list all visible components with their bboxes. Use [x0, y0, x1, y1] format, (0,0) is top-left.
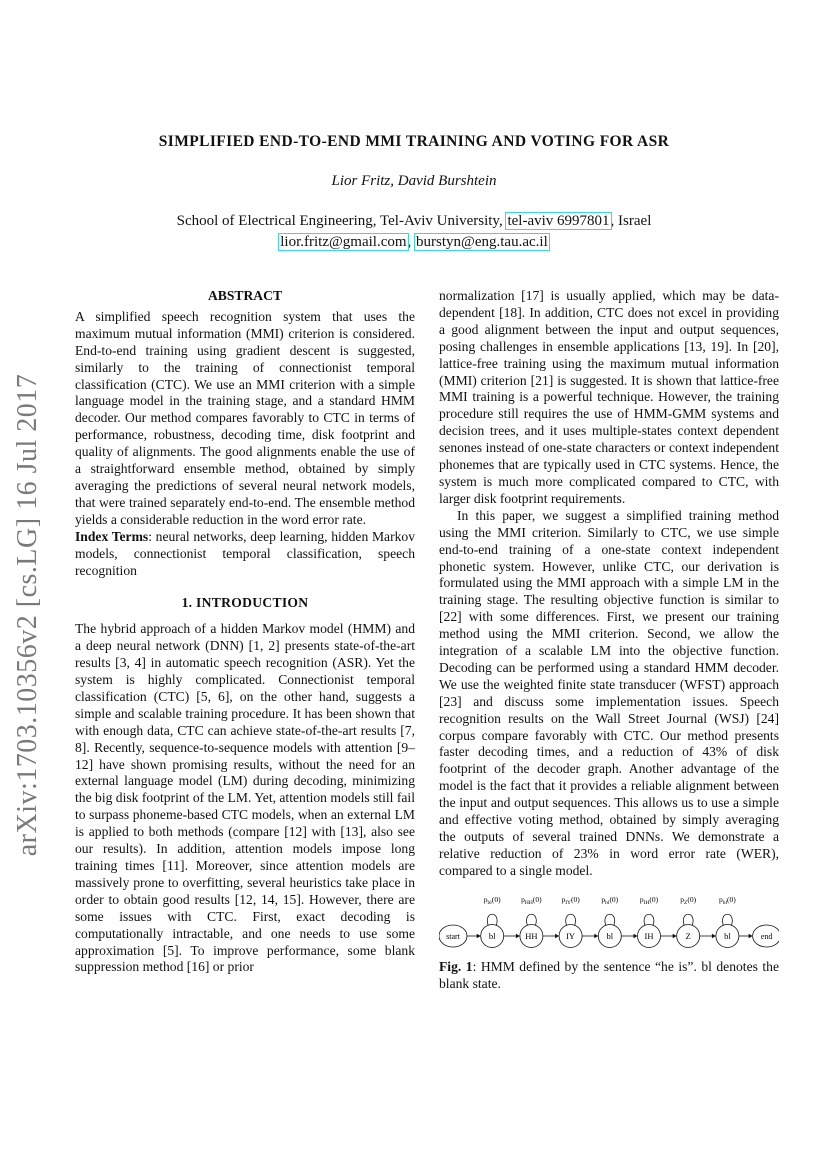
index-terms-text: : neural networks, deep learning, hidden Markov models, connectionist temporal classification, speech recognition — [75, 528, 415, 578]
self-loop — [605, 914, 615, 925]
loop-probability-label: $p_{bl}(0)$ — [483, 894, 501, 906]
loop-probability-label: $p_{HH}(0)$ — [521, 894, 542, 906]
figure-caption — [439, 959, 779, 993]
arrow-head — [477, 934, 481, 938]
arxiv-side-stamp — [8, 375, 48, 855]
loop-probability-label: $p_{bl}(0)$ — [601, 894, 619, 906]
self-loop — [566, 914, 576, 925]
self-loop — [527, 914, 537, 925]
state-label: start — [446, 931, 460, 941]
affiliation-suffix: , Israel — [610, 213, 652, 229]
intro-heading: 1. INTRODUCTION — [181, 595, 309, 611]
left-column — [75, 288, 415, 976]
intro-paragraph-2: In this paper, we suggest a simplified training method using the MMI criterion. Similarly to CTC, we use simple end-to-end training of a one-state context independent phonetic system. However, unlike CTC, our derivation is formulated using the MMI approach with a simple LM in the training stage. The resulting objective function is similar to [22] with some differences. First, we present our training method using the MMI criterion. Second, we allow the integration of a scalable LM into the objective function. Decoding can be performed using a standard HMM decoder. We use the weighted finite state transducer (WFST) approach [23] and discuss some implementation issues. Speech recognition results on the Wall Street Journal (WSJ) [24] corpus compare favorably with CTC. Our method presents faster decoding times, and a reduction of 43% of disk footprint of the decoder graph. Another advantage of the model is the fact that it provides a reliable alignment between the input and output sequences. This allows us to use a simple and effective voting method, obtained by simply averaging the outputs of several trained DNNs. We demonstrate a relative reduction of 23% in word error rate (WER), compared to a single model. — [439, 507, 779, 878]
figure-caption-text: : HMM defined by the sentence “he is”. bl denotes the blank state. — [439, 958, 779, 991]
arrow-head — [749, 934, 753, 938]
loop-probability-label: $p_{IH}(0)$ — [639, 894, 659, 906]
arrow-head — [555, 934, 559, 938]
state-label: bl — [606, 930, 614, 941]
arrow-head — [516, 934, 520, 938]
email-line — [0, 232, 828, 253]
affiliation-prefix: School of Electrical Engineering, Tel-Aviv University, — [176, 213, 507, 229]
loop-probability-label: $p_{IY}(0)$ — [561, 894, 580, 906]
affiliation-block — [0, 211, 828, 253]
arrow-head — [594, 934, 598, 938]
self-loop — [683, 914, 693, 925]
affiliation-line — [0, 211, 828, 232]
hmm-figure — [439, 890, 779, 954]
right-column — [439, 288, 779, 992]
intro-paragraph-1-continued: normalization [17] is usually applied, which may be data-dependent [18]. In addition, CTC does not excel in providing a good alignment between the input and output sequences, posing challenges in ensemble applications [13, 19]. In [20], lattice-free training using the maximum mutual information (MMI) criterion [21] is suggested. It is shown that lattice-free MMI training is a powerful technique. However, the training procedure still requires the use of HMM-GMM systems and decision trees, and it uses multiple-states context dependent senones instead of one-state characters or context independent phonemes that are typically used in CTC systems. Hence, the system is much more complicated compared to CTC, with larger disk footprint requirements. — [439, 288, 779, 506]
self-loop — [487, 914, 497, 925]
arrow-head — [712, 934, 716, 938]
index-terms-label: Index Terms — [75, 528, 149, 544]
state-label: IY — [566, 930, 576, 941]
state-label: IH — [644, 930, 654, 941]
state-label: Z — [685, 930, 691, 941]
state-label: HH — [525, 930, 538, 941]
hmm-diagram — [439, 895, 779, 948]
state-label: bl — [488, 930, 496, 941]
abstract-heading: ABSTRACT — [207, 288, 283, 303]
self-loop — [644, 914, 654, 925]
email-link-fritz[interactable]: lior.fritz@gmail.com — [280, 234, 407, 250]
state-label: end — [760, 931, 773, 941]
loop-probability-label: $p_{bl}(0)$ — [719, 894, 736, 906]
postal-code-link[interactable]: tel-aviv 6997801 — [507, 213, 610, 229]
arrow-head — [673, 934, 677, 938]
intro-paragraph-1: The hybrid approach of a hidden Markov model (HMM) and a deep neural network (DNN) [1, 2] presents state-of-the-art results [3, 4] in automatic speech recognition (ASR). Yet the system is highly complicated. Connectionist temporal classification (CTC) [5, 6], on the other hand, suggests a simple and scalable training procedure. It has been shown that with enough data, CTC can achieve state-of-the-art results [7, 8]. Recently, sequence-to-sequence models with attention [9–12] have shown promising results, without the need for an external language model (LM) during decoding, minimizing the big disk footprint of the LM. Yet, attention models still fail to surpass phoneme-based CTC models, when an external LM is applied to both methods (compare [12] with [13], also see our results). In addition, attention models impose long training times [11]. Moreover, since attention models are massively prone to overfitting, several heuristics take place in order to obtain good results [12, 14, 15]. However, there are some issues with CTC. First, exact decoding is computationally intractable, and one needs to use some approximation [5]. To improve performance, some blank suppression method [16] or prior — [75, 621, 415, 975]
abstract-text: A simplified speech recognition system that uses the maximum mutual information (MMI) criterion is considered. End-to-end training using gradient descent is suggested, similarly to the training of connectionist temporal classification (CTC). We use an MMI criterion with a simple language model in the training stage, and a standard HMM decoder. Our method compares favorably to CTC in terms of performance, robustness, decoding time, disk footprint and quality of alignments. The good alignments enable the use of a straightforward ensemble method, obtained by simply averaging the predictions of several neural network models, that were trained separately end-to-end. The ensemble method yields a considerable reduction in the word error rate. — [75, 308, 415, 527]
paper-title: SIMPLIFIED END-TO-END MMI TRAINING AND VOTING FOR ASR — [158, 133, 670, 150]
arxiv-id: arXiv:1703.10356v2 [cs.LG] 16 Jul 2017 — [12, 373, 43, 857]
paper-authors: Lior Fritz, David Burshtein — [331, 173, 497, 189]
arrow-head — [634, 934, 638, 938]
email-link-burshtein[interactable]: burstyn@eng.tau.ac.il — [416, 234, 548, 250]
state-label: bl — [724, 930, 731, 941]
index-terms — [75, 529, 415, 580]
loop-probability-label: $p_Z(0)$ — [680, 894, 697, 906]
self-loop — [723, 914, 733, 925]
email-separator: , — [407, 234, 416, 250]
figure-caption-label: Fig. 1 — [439, 958, 473, 974]
